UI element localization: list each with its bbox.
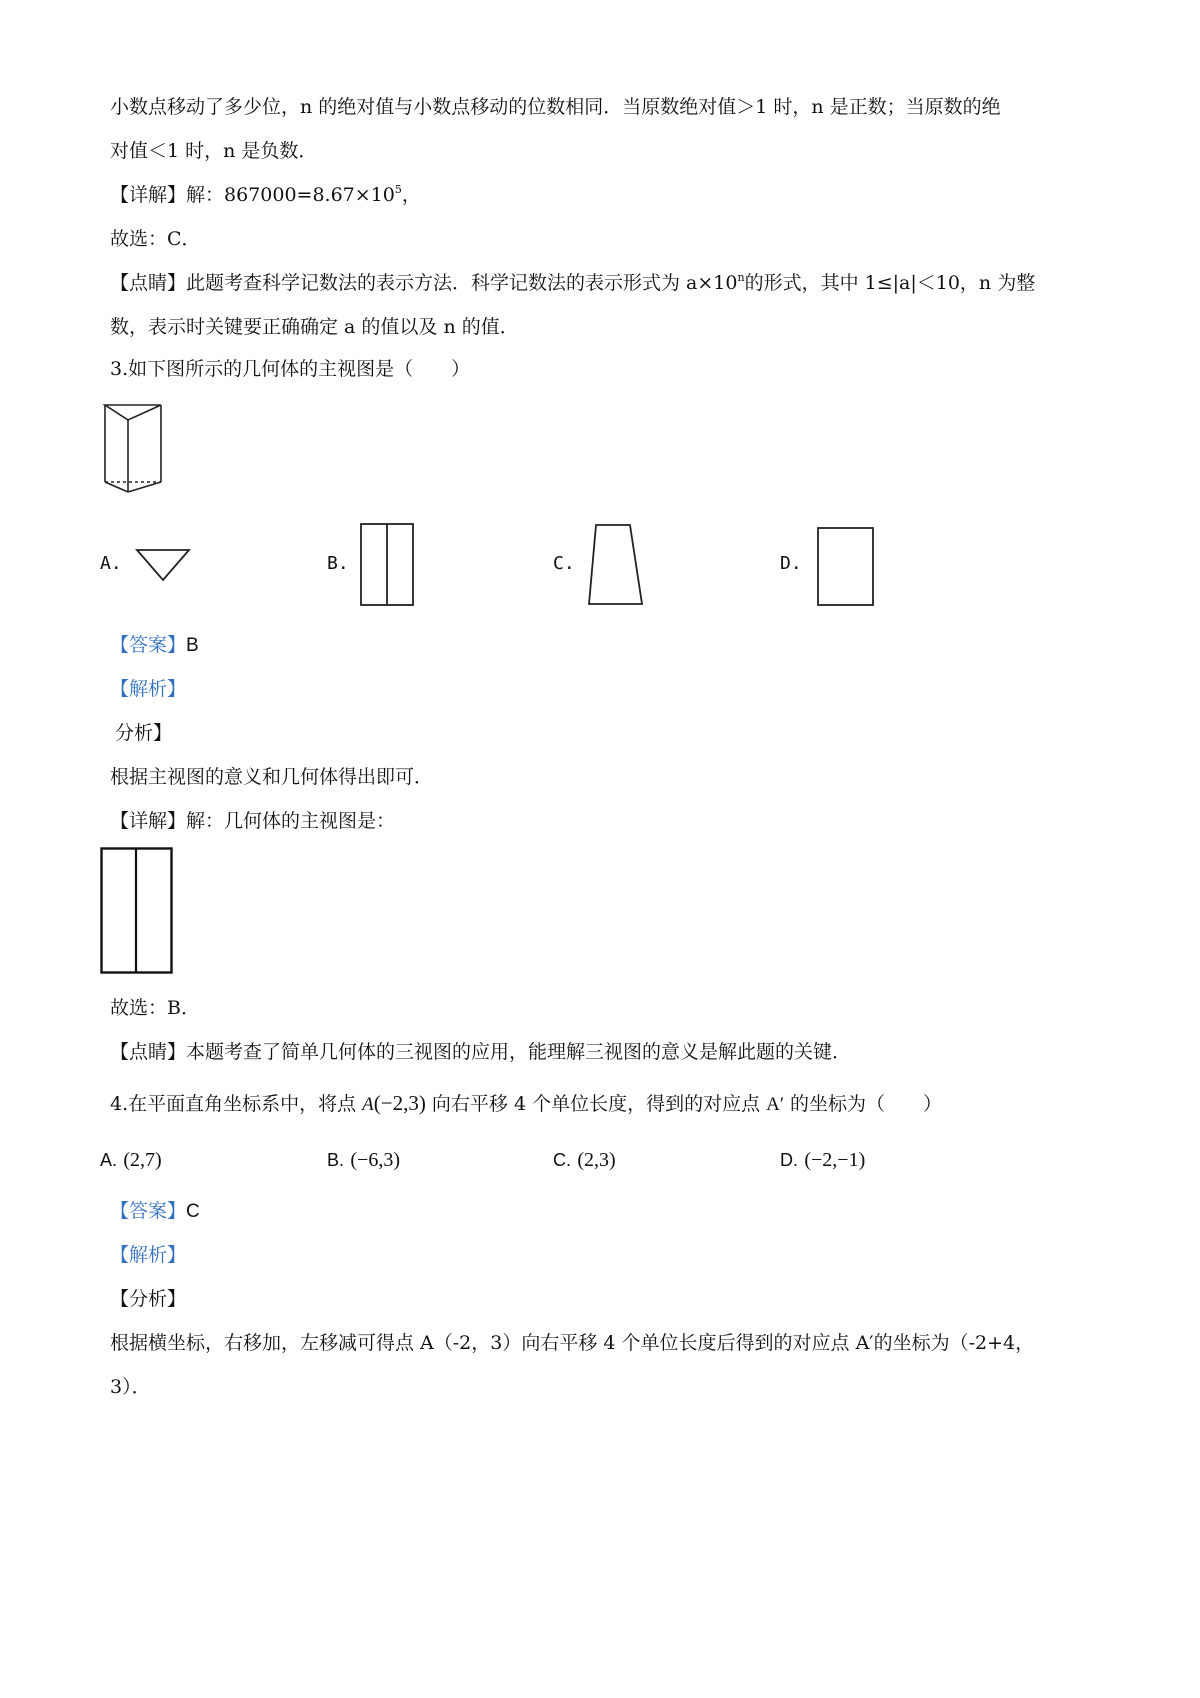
q3-option-a-label[interactable]: A. [100,553,122,574]
q2-comment-line-2: 数，表示时关键要正确确定 a 的值以及 n 的值． [110,316,519,338]
q4-option-a-value: (2,7) [123,1149,162,1171]
q4-option-d-value: (−2,−1) [804,1149,866,1171]
q4-option-c[interactable]: C. (2,3) [553,1149,616,1171]
question-text-mid: 向右平移 4 个单位长度，得到的对应点 [425,1093,767,1115]
comment-text-end: 的形式，其中 1≤|a|＜10，n 为整 [744,272,1036,294]
q3-choose: 故选：B． [110,997,200,1019]
comment-label: 【点睛】 [110,1041,187,1063]
question-text-end: 的坐标为（ ） [784,1093,943,1115]
q2-comment [110,269,1035,297]
answer-value: B [186,635,199,656]
q3-option-d-label[interactable]: D. [780,553,802,574]
q3-option-d-rectangle[interactable] [817,527,877,609]
q4-question [110,1089,942,1119]
q4-option-b-value: (−6,3) [350,1149,400,1171]
detail-label: 【详解】 [110,184,187,206]
question-text: 4.在平面直角坐标系中，将点 [110,1093,363,1115]
detail-label: 【详解】 [110,810,187,832]
q3-comment [110,1038,851,1066]
q3-detail [110,807,395,835]
detail-exponent: 5 [394,183,402,196]
q3-option-b-split-rectangle[interactable] [360,523,420,609]
q4-answer [110,1198,200,1226]
intro-line-1: 小数点移动了多少位，n 的绝对值与小数点移动的位数相同．当原数绝对值＞1 时，n 是正数；当原数的绝 [110,96,1001,118]
q2-detail [110,181,421,209]
q4-option-c-value: (2,3) [577,1149,616,1171]
answer-value: C [186,1201,200,1222]
q4-option-b[interactable]: B. (−6,3) [327,1149,400,1171]
q3-option-c-trapezoid[interactable] [588,523,648,609]
q3-option-c-label[interactable]: C. [553,553,575,574]
q3-question: 3.如下图所示的几何体的主视图是（ ） [110,358,471,380]
detail-text: 解：867000=8.67×10 [186,184,395,206]
detail-text-end: ， [401,184,421,206]
prism-figure [100,400,200,500]
q3-option-b-label[interactable]: B. [327,553,349,574]
q4-analysis-line-1: 根据横坐标，右移加，左移减可得点 A（-2，3）向右平移 4 个单位长度后得到的对应点 A′的坐标为（-2+4， [110,1332,1035,1354]
answer-label: 【答案】 [110,1201,187,1222]
front-view-figure [100,847,180,977]
comment-text: 本题考查了简单几何体的三视图的应用，能理解三视图的意义是解此题的关键． [186,1041,852,1063]
q4-analysis-line-2: 3）． [110,1376,151,1398]
q4-analysis-label: 【解析】 [110,1244,187,1266]
point-a: A(−2,3) [362,1091,426,1115]
q3-analysis-label: 【解析】 [110,678,187,700]
q3-analysis-text: 根据主视图的意义和几何体得出即可． [110,766,434,788]
q3-answer [110,632,199,660]
answer-label: 【答案】 [110,635,187,656]
point-a-coords: (−2,3) [373,1091,426,1115]
q4-analysis-sub: 【分析】 [110,1288,187,1310]
q2-choose: 故选：C． [110,228,201,250]
q4-option-d[interactable]: D. (−2,−1) [780,1149,866,1171]
q3-option-a-triangle[interactable] [135,548,195,588]
comment-label: 【点睛】 [110,272,187,294]
comment-text: 此题考查科学记数法的表示方法．科学记数法的表示形式为 a×10 [186,272,738,294]
intro-line-2: 对值＜1 时，n 是负数． [110,140,318,162]
q3-analysis-sub: 分析】 [115,722,173,744]
point-a-prime: A′ [766,1094,785,1115]
detail-text: 解：几何体的主视图是： [186,810,396,832]
comment-exponent: n [737,271,745,284]
q4-option-a[interactable]: A. (2,7) [100,1149,162,1171]
